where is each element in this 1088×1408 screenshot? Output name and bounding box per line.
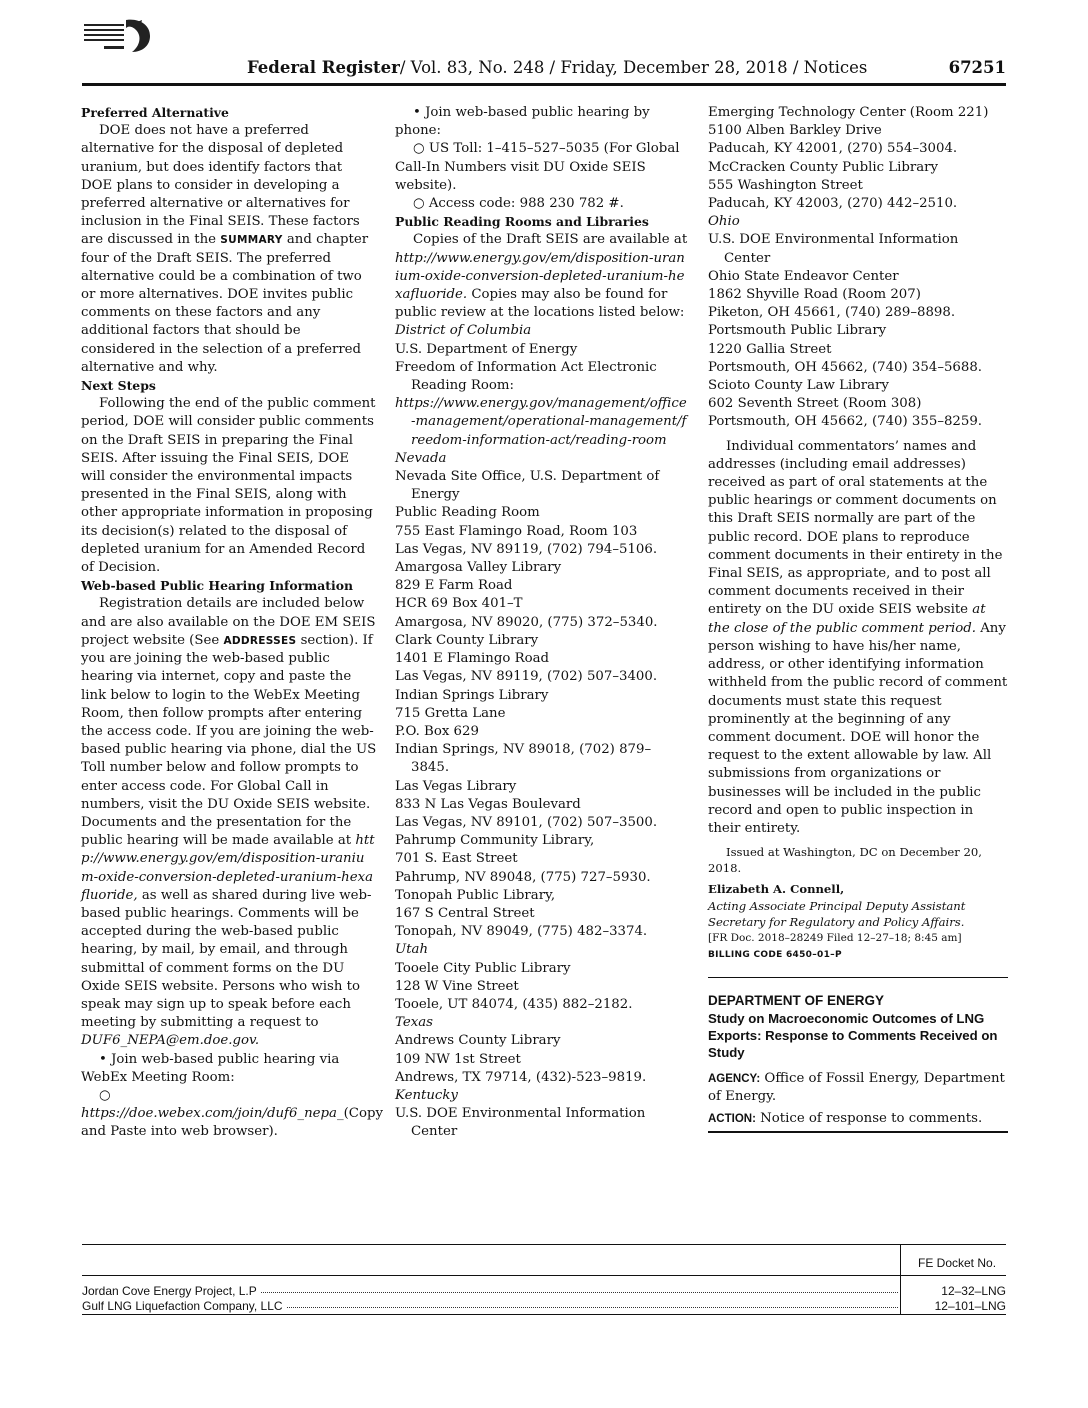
address-line: 5100 Alben Barkley Drive (708, 123, 882, 139)
heading-reading-rooms: Public Reading Rooms and Libraries (395, 214, 649, 230)
heading-preferred-alternative: Preferred Alternative (81, 105, 229, 120)
table-header-docket: FE Docket No. (918, 1256, 997, 1270)
column-1 (81, 104, 383, 1142)
column-3 (708, 104, 1008, 1133)
table-row (82, 1284, 1006, 1300)
signer-title: Acting Associate Principal Deputy Assistant Secretary for Regulatory and Policy Affairs. (708, 899, 966, 930)
address-line: Pahrump, NV 89048, (775) 727–5930. (395, 869, 651, 885)
table-row (82, 1299, 1006, 1315)
sub-bullet-toll: ○ US Toll: 1–415–527–5035 (For Global Call-In Numbers visit DU Oxide SEIS website). (395, 141, 680, 193)
table-top-rule (82, 1244, 1006, 1245)
bullet-phone: • Join web-based public hearing by phone: (395, 105, 650, 139)
header-issue: / Vol. 83, No. 248 / Friday, December 28, 2018 / Notices (399, 58, 868, 77)
sub-bullet-access-code: ○ Access code: 988 230 782 #. (413, 196, 624, 212)
address-line: Las Vegas, NV 89101, (702) 507–3500. (395, 814, 658, 830)
column-2 (395, 104, 688, 1142)
address-line: McCracken County Public Library (708, 159, 939, 175)
section-rule (708, 977, 1008, 978)
address-line: U.S. DOE Environmental Information Center (395, 1106, 646, 1140)
header-register: Federal Register (247, 58, 400, 77)
action-line (708, 1110, 1008, 1128)
address-line: Andrews County Library (395, 1033, 561, 1049)
paragraph-preferred-alternative (81, 122, 377, 377)
text-run: Registration details are included below and are also available on the DOE EM SEIS project website (See (81, 596, 376, 648)
address-line: Las Vegas, NV 89119, (702) 794–5106. (395, 541, 658, 557)
address-line: U.S. DOE Environmental Information Center (708, 232, 959, 266)
state-utah: Utah (395, 942, 429, 958)
address-line: Freedom of Information Act Electronic Reading Room: (395, 359, 657, 394)
text-run: DOE does not have a preferred alternative for the disposal of depleted uranium, but does identify factors that DOE plans to consider in developing a preferred alternative or alternatives for inclusion in the Final SEIS. These factors are discussed in the (81, 123, 360, 248)
fr-doc-line: [FR Doc. 2018–28249 Filed 12–27–18; 8:45 am] (708, 932, 962, 945)
foia-url-link[interactable]: https://www.energy.gov/management/office-management/operational-management/freedom-information-act/reading-room (395, 396, 687, 448)
address-line: Indian Springs, NV 89018, (702) 879–3845. (395, 742, 652, 776)
address-line: Pahrump Community Library, (395, 833, 595, 849)
address-line: Portsmouth, OH 45662, (740) 355–8259. (708, 414, 983, 430)
state-nevada: Nevada (395, 450, 447, 466)
address-line: Scioto County Law Library (708, 378, 889, 394)
table-header-rule (82, 1275, 1006, 1276)
text-run: (Copy and Paste into web browser). (81, 1106, 383, 1140)
address-line: 167 S Central Street (395, 905, 535, 921)
bullet-webex: • Join web-based public hearing via WebEx Meeting Room: (81, 1051, 340, 1085)
action-label: ACTION: (708, 1113, 756, 1126)
address-line: 1401 E Flamingo Road (395, 651, 550, 667)
address-line: Clark County Library (395, 632, 539, 648)
heading-web-hearing: Web-based Public Hearing Information (81, 578, 353, 594)
address-line: HCR 69 Box 401–T (395, 596, 523, 612)
header-rule (82, 83, 1006, 86)
table-bottom-rule (82, 1314, 1006, 1315)
address-line: P.O. Box 629 (395, 723, 479, 739)
state-kentucky: Kentucky (395, 1087, 458, 1103)
address-line: 829 E Farm Road (395, 578, 513, 594)
text-run: Any person wishing to have his/her name, address, or other identifying information withheld from the public record of comment documents must state this request prominently at the beginning of any comment document. DOE will honor the request to the extent allowable by law. All submissions from organizations or businesses will be included in the public record and open to public inspection in their entirety. (708, 620, 1008, 836)
address-line: Emerging Technology Center (Room 221) (708, 105, 989, 120)
address-line: U.S. Department of Energy (395, 341, 578, 357)
text-run: Individual commentators’ names and addresses (including email addresses) received as part of oral statements at the public hearings or comment documents on this Draft SEIS normally are part of the public record. DOE plans to reproduce comment documents in their entirety in the Final SEIS, as appropriate, and to post all comment documents received in their entirety on the DU oxide SEIS website (708, 438, 1003, 618)
running-header (82, 58, 1006, 82)
address-line: Paducah, KY 42003, (270) 442–2510. (708, 196, 958, 212)
disposition-url-link[interactable]: http://www.energy.gov/em/disposition-uranium-oxide-conversion-depleted-uranium-hexafluoride, (81, 833, 375, 903)
docket-number: 12–101–LNG (934, 1299, 1006, 1313)
state-ohio: Ohio (708, 214, 740, 230)
text-run: section). If you are joining the web-based public hearing via internet, copy and paste the link below to login to the WebEx Meeting Room, then follow prompts after entering the access code. If you are joining the web-based public hearing via phone, dial the US Toll number below and follow prompts to enter access code. For Global Call in numbers, visit the DU Oxide SEIS website. Documents and the presentation for the public hearing will be made available at (81, 632, 377, 849)
address-line: 755 East Flamingo Road, Room 103 (395, 523, 638, 539)
section-end-rule (708, 1131, 1008, 1133)
address-line: 128 W Vine Street (395, 978, 519, 994)
agency-line (708, 1070, 1008, 1106)
action-text: Notice of response to comments. (755, 1111, 983, 1127)
paragraph-web-hearing (81, 595, 377, 1050)
addresses-caps: ADDRESSES (223, 634, 297, 647)
drafts-url-link[interactable]: http://www.energy.gov/em/disposition-uranium-oxide-conversion-depleted-uranium-hexafluoride. (395, 250, 685, 303)
header-page-number: 67251 (948, 58, 1006, 77)
address-line: Amargosa Valley Library (395, 560, 562, 576)
text-run-italic: at the close of the public comment period. (708, 602, 986, 636)
department-heading: DEPARTMENT OF ENERGY (708, 992, 885, 1008)
billing-code: BILLING CODE 6450–01–P (708, 950, 842, 961)
address-line: 602 Seventh Street (Room 308) (708, 396, 922, 412)
text-run: Copies may also be found for public review at the locations listed below: (395, 287, 685, 321)
state-texas: Texas (395, 1015, 433, 1031)
email-link[interactable]: DUF6_NEPA@em.doe.gov. (81, 1033, 260, 1049)
text-run: and chapter four of the Draft SEIS. The preferred alternative could be a combination of two or more alternatives. DOE invites public comments on these factors and any additional factors that should be considered in the selection of a preferred alternative and why. (81, 232, 369, 375)
address-line: Indian Springs Library (395, 687, 549, 703)
summary-caps: SUMMARY (220, 234, 283, 247)
header-citation (247, 58, 867, 77)
address-line: Portsmouth Public Library (708, 323, 887, 339)
address-line: Tooele City Public Library (395, 960, 571, 976)
address-line: Portsmouth, OH 45662, (740) 354–5688. (708, 359, 983, 375)
address-line: Las Vegas Library (395, 778, 517, 794)
project-name: Gulf LNG Liquefaction Company, LLC (82, 1299, 286, 1313)
text-run: Copies of the Draft SEIS are available at (413, 232, 688, 248)
docket-number: 12–32–LNG (941, 1284, 1006, 1298)
heading-next-steps: Next Steps (81, 378, 156, 394)
address-line: Tonopah Public Library, (395, 887, 556, 903)
address-line: 109 NW 1st Street (395, 1051, 521, 1067)
issued-line: Issued at Washington, DC on December 20, 2018. (708, 845, 982, 876)
address-line: Nevada Site Office, U.S. Department of Energy (395, 469, 660, 503)
signer-name: Elizabeth A. Connell, (708, 882, 845, 897)
address-line: Andrews, TX 79714, (432)-523–9819. (395, 1069, 647, 1085)
address-line: Las Vegas, NV 89119, (702) 507–3400. (395, 669, 658, 685)
paragraph-commentators (708, 438, 1008, 838)
address-line: 555 Washington Street (708, 177, 863, 193)
paragraph-next-steps: Following the end of the public comment period, DOE will consider public comments on the Draft SEIS in preparing the Final SEIS. After issuing the Final SEIS, DOE will consider the environmental impacts presented in the Final SEIS, along with other appropriate information in proposing its decision(s) related to the disposal of depleted uranium for an Amended Record of Decision. (81, 396, 376, 576)
address-line: Public Reading Room (395, 505, 540, 521)
text-run: as well as shared during live web-based public hearings. Comments will be accepted during the web-based public hearing, by mail, by email, and through submittal of comment forms on the DU Oxide SEIS website. Persons who wish to speak may sign up to speak before each meeting by submitting a request to (81, 887, 372, 1031)
address-line: Tonopah, NV 89049, (775) 482–3374. (395, 924, 648, 940)
state-district-of-columbia: District of Columbia (395, 323, 532, 339)
address-line: Ohio State Endeavor Center (708, 268, 899, 284)
study-title: Study on Macroeconomic Outcomes of LNG Exports: Response to Comments Received on Study (708, 1010, 998, 1060)
paragraph-reading-rooms (395, 231, 688, 322)
agency-label: AGENCY: (708, 1072, 761, 1085)
address-line: Tooele, UT 84074, (435) 882–2182. (395, 996, 633, 1012)
address-line: 833 N Las Vegas Boulevard (395, 796, 581, 812)
address-line: Paducah, KY 42001, (270) 554–3004. (708, 141, 958, 157)
address-line: Piketon, OH 45661, (740) 289–8898. (708, 305, 956, 321)
project-name: Jordan Cove Energy Project, L.P (82, 1284, 260, 1298)
gpo-authenticated-logo (82, 16, 156, 56)
circle-bullet-icon: ○ (99, 1087, 111, 1103)
address-line: Amargosa, NV 89020, (775) 372–5340. (395, 614, 658, 630)
agency-text: Office of Fossil Energy, Department of Energy. (708, 1070, 1005, 1104)
address-line: 701 S. East Street (395, 851, 518, 867)
webex-url-link[interactable]: https://doe.webex.com/join/duf6_nepa_ (81, 1106, 344, 1122)
address-line: 1220 Gallia Street (708, 341, 832, 357)
address-line: 715 Gretta Lane (395, 705, 506, 721)
address-line: 1862 Shyville Road (Room 207) (708, 287, 921, 303)
sub-bullet-webex-url (81, 1087, 383, 1142)
